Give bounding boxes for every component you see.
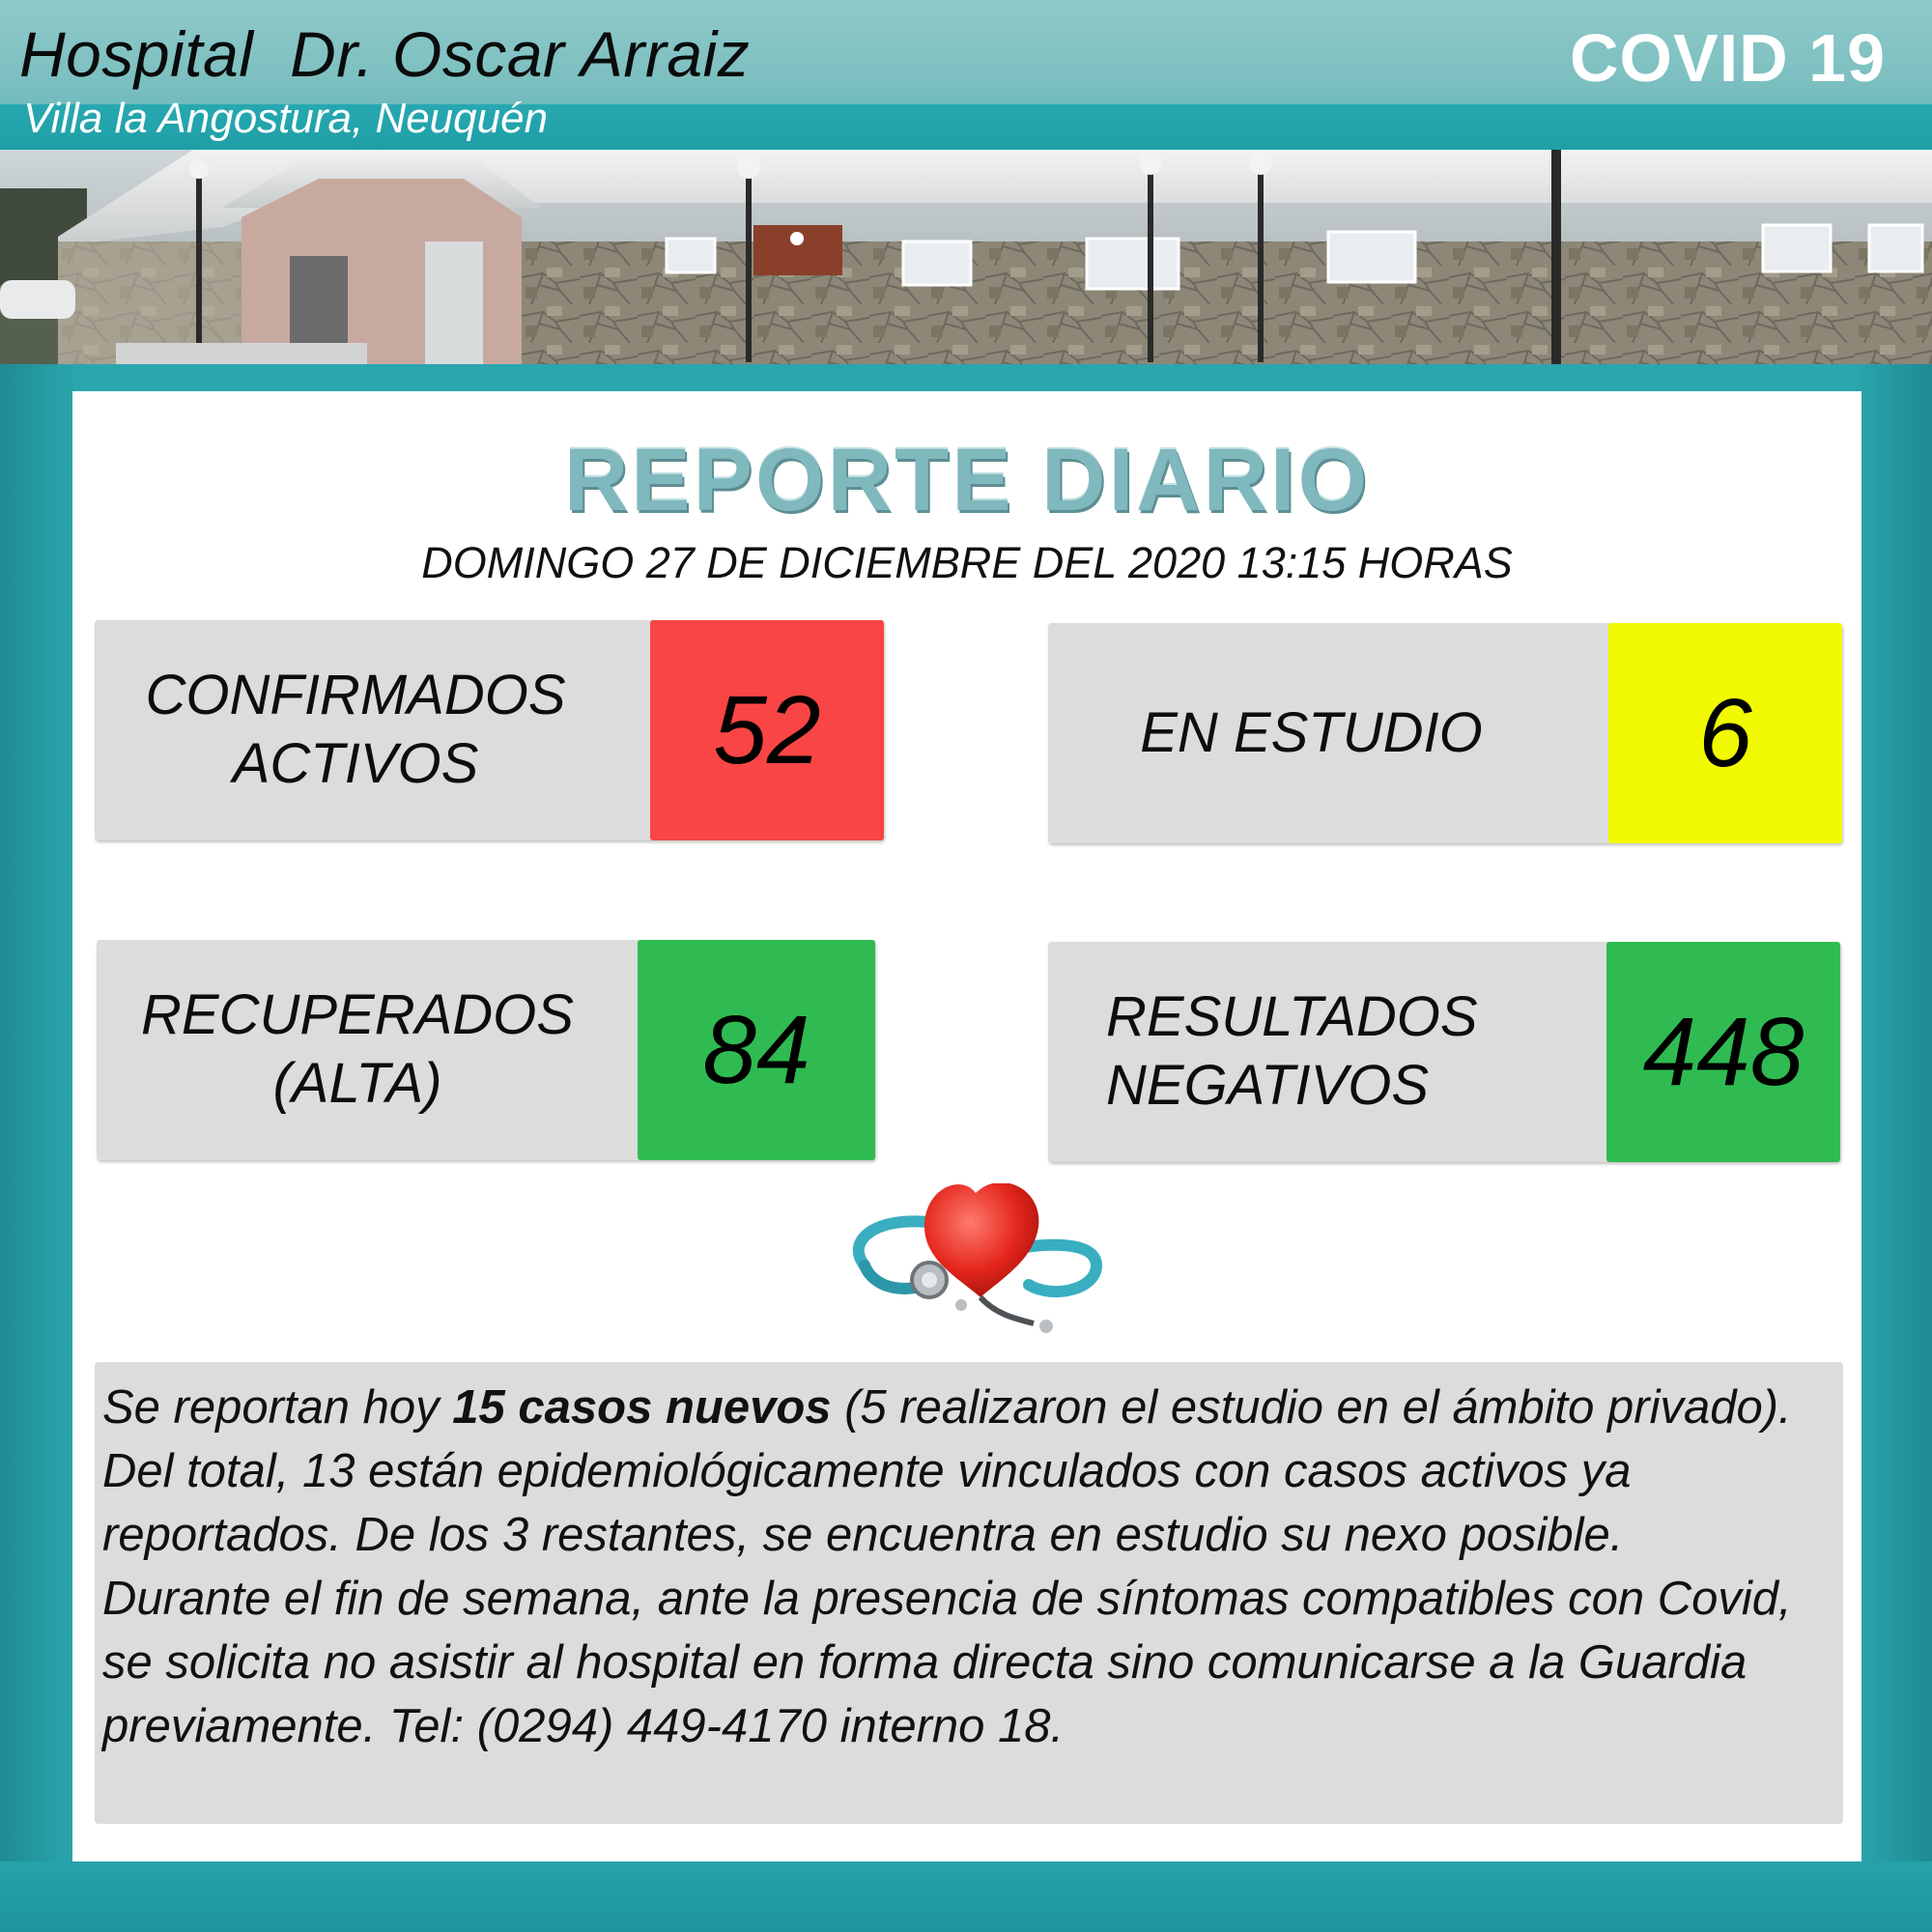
stat-label-confirmed-line1: CONFIRMADOS <box>145 664 566 727</box>
stat-value-confirmed: 52 <box>650 620 884 840</box>
stat-label-negative <box>1106 942 1531 1162</box>
stat-label-recovered-line2: (ALTA) <box>272 1052 442 1115</box>
stat-label-recovered-line1: RECUPERADOS <box>141 983 574 1047</box>
stat-label-recovered <box>97 940 618 1160</box>
stat-card-negative <box>1048 942 1840 1162</box>
info-p3: Durante el fin de semana, ante la presencia de síntomas compatibles con Covid, se solicita no asistir al hospital en forma directa sino comunicarse a la Guardia previamente. Tel: (0294) 449-4170 interno 18. <box>102 1573 1792 1752</box>
stat-label-confirmed-line2: ACTIVOS <box>232 732 479 795</box>
info-p1-before: Se reportan hoy <box>102 1381 453 1434</box>
stat-card-recovered <box>97 940 875 1160</box>
report-date: DOMINGO 27 DE DICIEMBRE DEL 2020 13:15 HORAS <box>421 538 1513 587</box>
info-text <box>95 1362 1843 1758</box>
hospital-building-photo <box>0 150 1932 364</box>
info-p1-bold: 15 casos nuevos <box>452 1381 832 1434</box>
report-title: REPORTE DIARIO <box>563 431 1371 529</box>
stat-value-negative: 448 <box>1606 942 1840 1162</box>
covid-badge: COVID 19 <box>1570 20 1886 96</box>
stat-value-in-study: 6 <box>1608 623 1842 843</box>
hospital-title: Hospital Dr. Oscar Arraiz <box>19 18 751 90</box>
stat-label-in-study: EN ESTUDIO <box>1140 700 1483 764</box>
stat-card-confirmed <box>95 620 884 840</box>
heart-stethoscope-icon <box>836 1183 1116 1338</box>
footer-bar <box>0 1861 1932 1932</box>
stat-value-recovered: 84 <box>638 940 875 1160</box>
stat-label-negative-line2: NEGATIVOS <box>1106 1054 1430 1117</box>
header-bar <box>0 0 1932 150</box>
report-panel <box>72 391 1861 1861</box>
info-box <box>95 1362 1843 1824</box>
stat-label-negative-line1: RESULTADOS <box>1106 985 1478 1049</box>
info-p1-after: (5 realizaron el estudio en el ámbito privado). <box>831 1381 1792 1434</box>
info-p2: Del total, 13 están epidemiológicamente vinculados con casos activos ya reportados. De los 3 restantes, se encuentra en estudio su nexo posible. <box>102 1445 1632 1561</box>
stat-card-in-study <box>1048 623 1842 843</box>
hospital-location: Villa la Angostura, Neuquén <box>23 95 549 142</box>
stat-label-confirmed <box>95 620 616 840</box>
